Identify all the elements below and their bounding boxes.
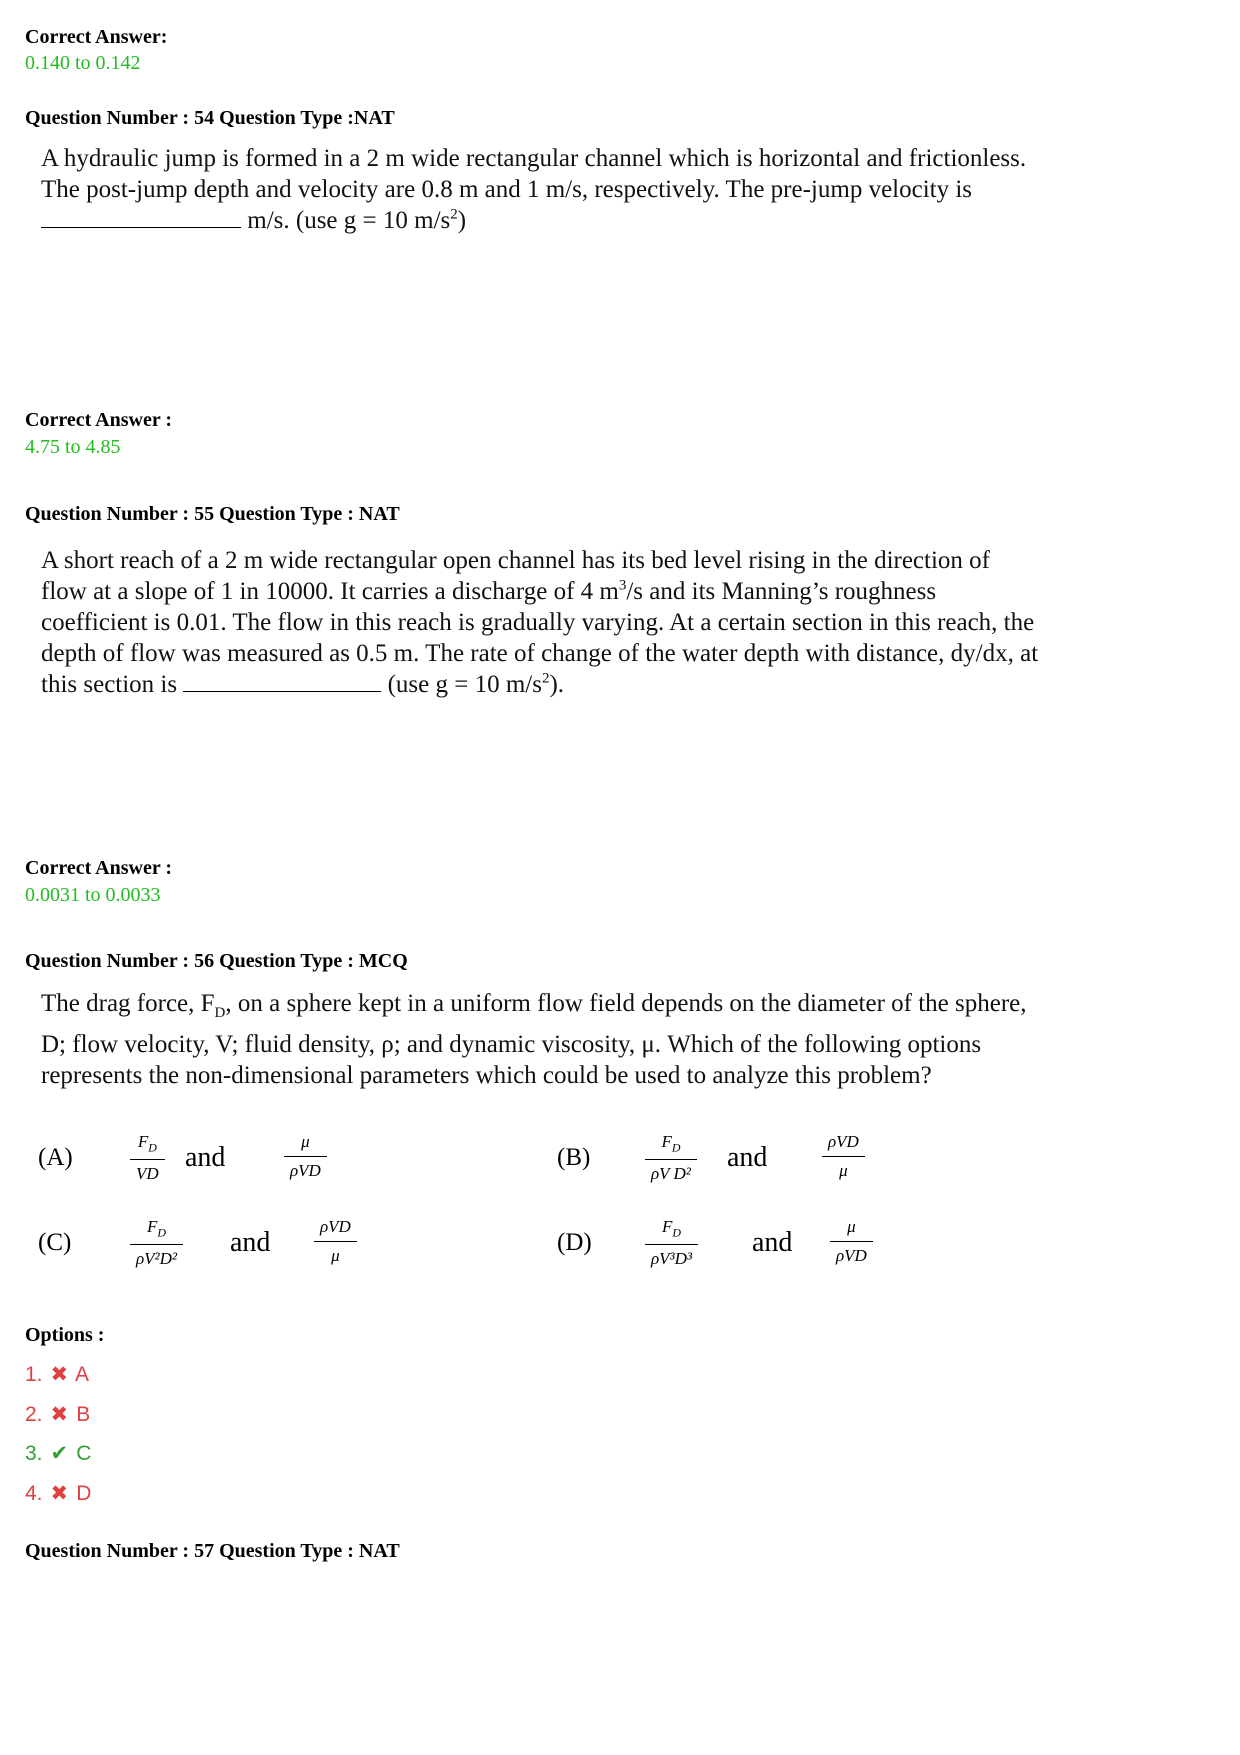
choice-label: (D) — [557, 1229, 592, 1256]
choice-label: (B) — [557, 1144, 591, 1171]
question-heading: Question Number : 57 Question Type : NAT — [25, 1540, 400, 1562]
question-line: D; flow velocity, V; fluid density, ρ; and dynamic viscosity, μ. Which of the following options — [41, 1031, 982, 1058]
cross-icon: ✖ — [50, 1363, 69, 1386]
question-text — [41, 143, 1119, 236]
correct-answer-value: 4.75 to 4.85 — [25, 436, 121, 458]
choice-label: (C) — [38, 1229, 72, 1256]
correct-answer-label: Correct Answer : — [25, 857, 172, 879]
question-line: depth of flow was measured as 0.5 m. The rate of change of the water depth with distance, dy/dx, at — [41, 640, 1039, 667]
choice-and: and — [230, 1227, 271, 1258]
choice-label: (A) — [38, 1144, 73, 1171]
question-line: The post-jump depth and velocity are 0.8 m and 1 m/s, respectively. The pre-jump velocity is — [41, 176, 973, 203]
question-line: this section is (use g = 10 $m/s^2$). — [41, 670, 565, 698]
option-item: 2. ✖ B — [25, 1403, 91, 1426]
question-line: flow at a slope of 1 in 10000. It carries a discharge of 4 $m^3/s$ and its Manning’s roughness — [41, 577, 937, 605]
question-text — [41, 988, 1119, 1091]
correct-answer-label: Correct Answer : — [25, 409, 172, 431]
check-icon: ✔ — [50, 1442, 69, 1465]
option-item: 4. ✖ D — [25, 1482, 92, 1505]
option-item: 3. ✔ C — [25, 1442, 92, 1465]
cross-icon: ✖ — [50, 1403, 69, 1426]
options-label: Options : — [25, 1324, 105, 1346]
question-line: m/s. (use g = 10 $m/s^2$) — [41, 205, 1119, 236]
choice-and: and — [185, 1142, 226, 1173]
choice-fraction-1: $\frac{F_D}{\text{ρV D²}}$ — [645, 1132, 697, 1184]
choice-fraction-1: $\frac{F_D}{VD}$ — [130, 1132, 165, 1184]
correct-answer-value: 0.0031 to 0.0033 — [25, 884, 161, 906]
choice-fraction-2: μ ρVD — [830, 1217, 873, 1266]
question-line: coefficient is 0.01. The flow in this reach is gradually varying. At a certain section in this reach, the — [41, 609, 1035, 636]
answer-blank — [41, 205, 241, 228]
correct-answer-label: Correct Answer: — [25, 26, 168, 48]
question-heading: Question Number : 56 Question Type : MCQ — [25, 950, 408, 972]
choice-fraction-1: $\frac{F_D}{\text{ρV³D³}}$ — [645, 1217, 698, 1269]
question-line: The drag force, $F_D$, on a sphere kept in a uniform flow field depends on the diameter of the sphere, — [41, 990, 1027, 1021]
choice-and: and — [752, 1227, 793, 1258]
choice-fraction-1: $\frac{F_D}{\text{ρV²D²}}$ — [130, 1217, 183, 1269]
choice-fraction-2: ρVD μ — [314, 1217, 357, 1266]
answer-blank — [183, 669, 381, 692]
question-heading: Question Number : 54 Question Type :NAT — [25, 107, 395, 129]
correct-answer-value: 0.140 to 0.142 — [25, 52, 141, 74]
question-heading: Question Number : 55 Question Type : NAT — [25, 503, 400, 525]
question-line: represents the non-dimensional parameters which could be used to analyze this problem? — [41, 1062, 932, 1089]
choice-and: and — [727, 1142, 768, 1173]
option-item: 1. ✖ A — [25, 1363, 90, 1386]
question-text — [41, 545, 1119, 700]
question-line: A short reach of a 2 m wide rectangular open channel has its bed level rising in the direction of — [41, 547, 990, 574]
choice-fraction-2: ρVD μ — [822, 1132, 865, 1181]
cross-icon: ✖ — [50, 1482, 69, 1505]
choice-fraction-2: μ ρVD — [284, 1132, 327, 1181]
question-line: A hydraulic jump is formed in a 2 m wide rectangular channel which is horizontal and frictionless. — [41, 145, 1027, 172]
